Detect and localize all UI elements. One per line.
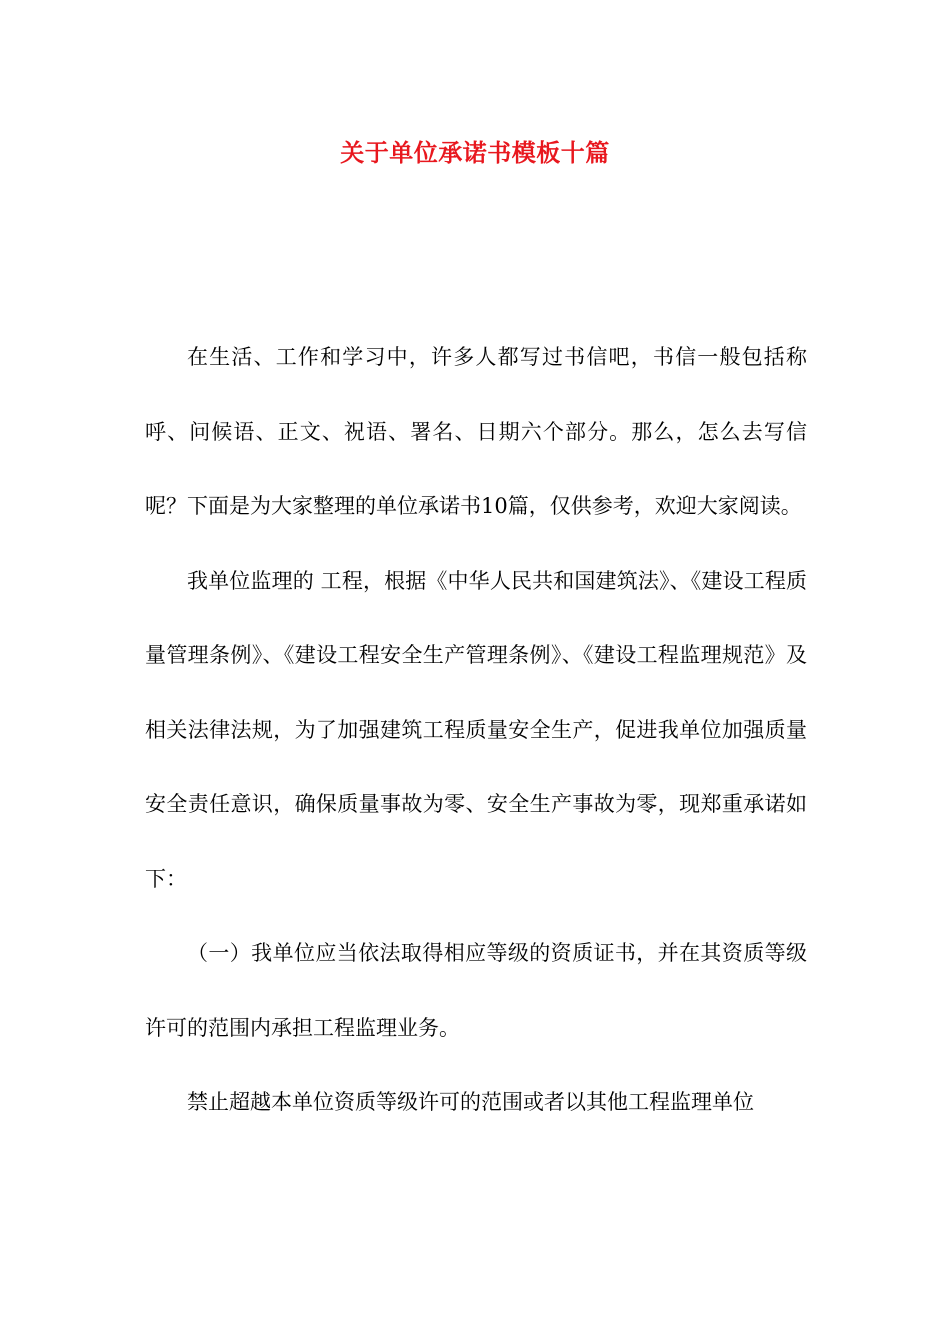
- document-body: [145, 320, 807, 1140]
- paragraph-commitment-preamble: 我单位监理的 工程，根据《中华人民共和国建筑法》、《建设工程质量管理条例》、《建设工程安全生产管理条例》、《建设工程监理规范》及相关法律法规，为了加强建筑工程质量安全生产，促进我单位加强质量安全责任意识，确保质量事故为零、安全生产事故为零，现郑重承诺如下：: [145, 568, 807, 891]
- paragraph-intro: 在生活、工作和学习中，许多人都写过书信吧，书信一般包括称呼、问候语、正文、祝语、署名、日期六个部分。那么，怎么去写信呢？下面是为大家整理的单位承诺书10篇，仅供参考，欢迎大家阅读。: [145, 345, 807, 518]
- paragraph-item-1: （一）我单位应当依法取得相应等级的资质证书，并在其资质等级许可的范围内承担工程监理业务。: [145, 941, 807, 1040]
- document-title: 关于单位承诺书模板十篇: [340, 138, 610, 167]
- paragraph-prohibition: 禁止超越本单位资质等级许可的范围或者以其他工程监理单位: [187, 1090, 754, 1114]
